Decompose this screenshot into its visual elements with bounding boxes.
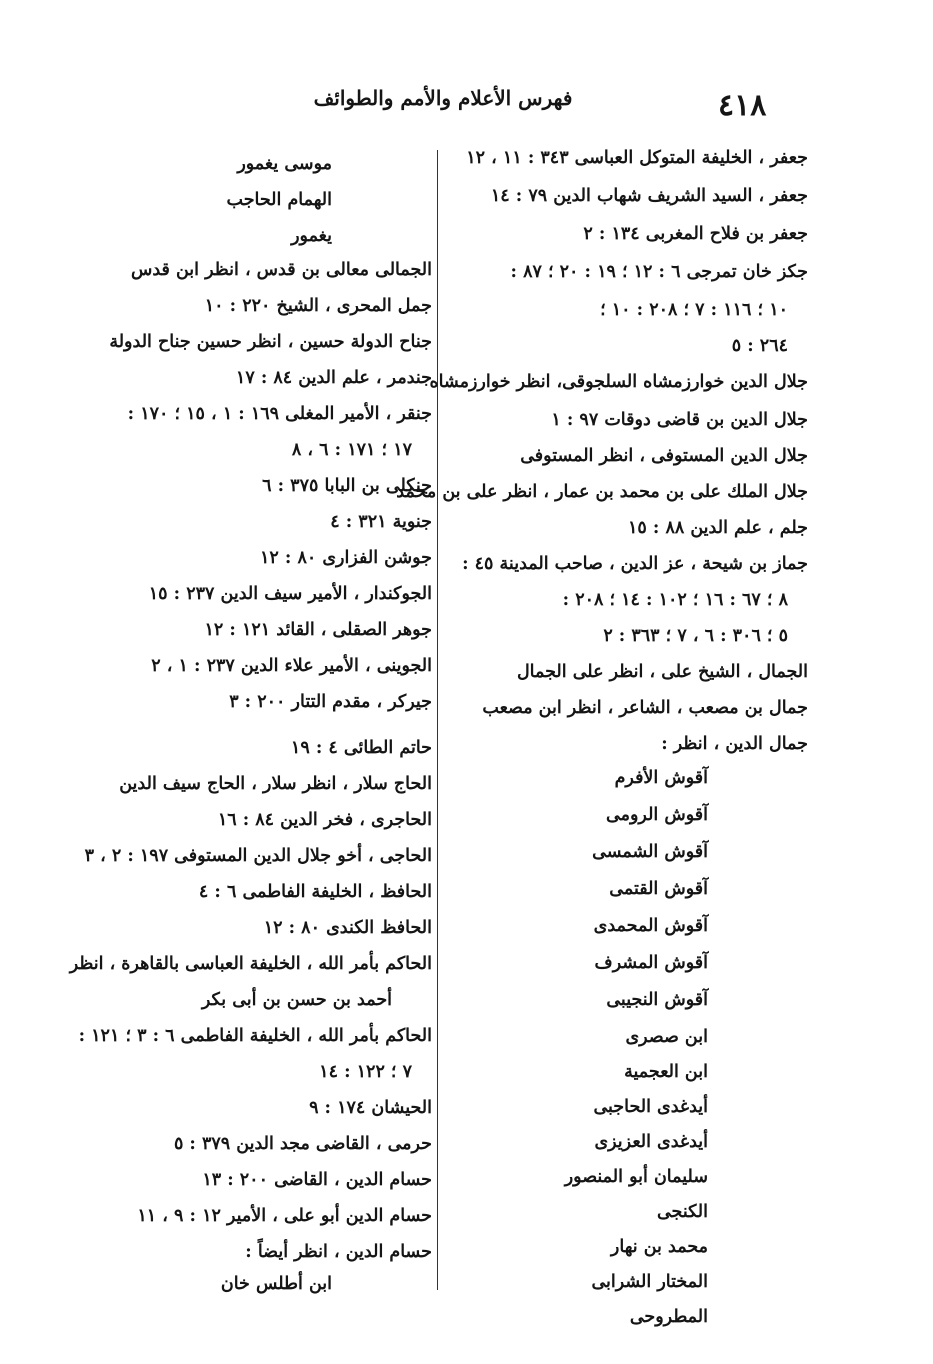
index-entry: ٥ ؛ ٣٠٦ : ٦ ، ٧ ؛ ٣٦٣ : ٢: [603, 626, 788, 646]
index-entry: جنقر ، الأمير المغلى ١٦٩ : ١ ، ١٥ ؛ ١٧٠ :: [127, 404, 432, 424]
index-entry: المطروحى: [629, 1307, 708, 1327]
index-entry: الجمال ، الشيخ على ، انظر على الجمال: [516, 662, 808, 682]
index-entry: جلال الدين المستوفى ، انظر المستوفى: [520, 446, 808, 466]
index-entry: جيركر ، مقدم التتار ٢٠٠ : ٣: [229, 692, 432, 712]
index-entry: سليمان أبو المنصور: [564, 1167, 708, 1187]
index-entry: الحاجرى ، فخر الدين ٨٤ : ١٦: [217, 810, 432, 830]
index-entry: المختار الشرابى: [591, 1272, 708, 1292]
index-entry: جمل المحرى ، الشيخ ٢٢٠ : ١٠: [204, 296, 432, 316]
index-entry: آقوش المحمدى: [593, 916, 708, 936]
index-entry: حرمى ، القاضى مجد الدين ٣٧٩ : ٥: [173, 1134, 432, 1154]
index-entry: ٧ ؛ ١٢٢ : ١٤: [319, 1062, 412, 1082]
index-entry: الكنجى: [656, 1202, 708, 1222]
index-entry: جناح الدولة حسين ، انظر حسين جناح الدولة: [109, 332, 432, 352]
index-entry: حسام الدين ، القاضى ٢٠٠ : ١٣: [202, 1170, 432, 1190]
index-entry: آقوش النجيبى: [606, 990, 708, 1010]
index-entry: ابن صصرى: [625, 1027, 708, 1047]
index-entry: حسام الدين أبو على ، الأمير ١٢ : ٩ ، ١١: [137, 1206, 432, 1226]
index-entry: ١٧ ؛ ١٧١ : ٦ ، ٨: [291, 440, 412, 460]
index-entry: ٢٦٤ : ٥: [731, 336, 788, 356]
index-entry: جكز خان تمرجى ٦ : ١٢ ؛ ١٩ : ٢٠ ؛ ٨٧ :: [510, 262, 808, 282]
index-entry: الحاكم بأمر الله ، الخليفة الفاطمى ٦ : ٣ ؛ ١٢١ :: [78, 1026, 432, 1046]
index-entry: الحافظ الكندى ٨٠ : ١٢: [263, 918, 432, 938]
index-entry: الحيشان ١٧٤ : ٩: [309, 1098, 432, 1118]
index-entry: جلال الدين بن قاضى دوقات ٩٧ : ١: [551, 410, 808, 430]
index-entry: جنكلى بن البابا ٣٧٥ : ٦: [262, 476, 432, 496]
index-entry: الحاكم بأمر الله ، الخليفة العباسى بالقاهرة ، انظر: [69, 954, 432, 974]
index-entry: جلال الدين خوارزمشاه السلجوقى، انظر خوارزمشاه: [429, 372, 808, 392]
index-entry: حاتم الطائى ٤ : ١٩: [290, 738, 432, 758]
column-divider: [437, 150, 438, 1290]
index-entry: جعفر ، السيد الشريف شهاب الدين ٧٩ : ١٤: [490, 186, 808, 206]
index-entry: جمال الدين ، انظر :: [661, 734, 808, 754]
index-entry: جلم ، علم الدين ٨٨ : ١٥: [627, 518, 808, 538]
index-entry: جماز بن شيحة ، عز الدين ، صاحب المدينة ٤٥ :: [462, 554, 808, 574]
index-entry: جلال الملك على بن محمد بن عمار ، انظر على بن محمد: [396, 482, 808, 502]
index-entry: حسام الدين ، انظر أيضاً :: [245, 1242, 432, 1262]
index-entry: ٨ ؛ ٦٧ : ١٦ ؛ ١٠٢ : ١٤ ؛ ٢٠٨ :: [562, 590, 788, 610]
index-entry: آقوش الأفرم: [614, 768, 708, 788]
index-entry: ابن أطلس خان: [220, 1274, 332, 1294]
index-entry: ١٠ ؛ ١١٦ : ٧ ؛ ٢٠٨ : ١٠ ؛: [600, 300, 788, 320]
index-entry: جوهر الصقلى ، القائد ١٢١ : ١٢: [204, 620, 432, 640]
index-entry: آقوش القتمى: [609, 879, 708, 899]
index-entry: أيدغدى الحاجبى: [593, 1097, 708, 1117]
index-entry: محمد بن نهار: [610, 1237, 708, 1257]
index-entry: الجوكندار ، الأمير سيف الدين ٢٣٧ : ١٥: [148, 584, 432, 604]
index-entry: الجوينى ، الأمير علاء الدين ٢٣٧ : ١ ، ٢: [151, 656, 432, 676]
index-entry: الحاجى ، أخو جلال الدين المستوفى ١٩٧ : ٢ ، ٣: [84, 846, 432, 866]
index-entry: جوشن الفزارى ٨٠ : ١٢: [259, 548, 432, 568]
index-entry: جعفر بن فلاح المغربى ١٣٤ : ٢: [583, 224, 808, 244]
index-entry: آقوش الرومى: [606, 805, 708, 825]
index-entry: أيدغدى العزيزى: [594, 1132, 708, 1152]
page-number: ٤١٨: [718, 88, 767, 123]
index-entry: موسى يغمور: [237, 154, 332, 174]
index-entry: الحاج سلار ، انظر سلار ، الحاج سيف الدين: [119, 774, 432, 794]
index-entry: الجمالى معالى بن قدس ، انظر ابن قدس: [130, 260, 432, 280]
index-entry: جعفر ، الخليفة المتوكل العباسى ٣٤٣ : ١١ ، ١٢: [466, 148, 808, 168]
index-entry: الهمام الحاجب: [226, 190, 332, 210]
index-entry: آقوش المشرف: [594, 953, 708, 973]
index-entry: جمال بن مصعب ، الشاعر ، انظر ابن مصعب: [482, 698, 808, 718]
index-entry: آقوش الشمسى: [592, 842, 708, 862]
page-header: فهرس الأعلام والأمم والطوائف: [313, 86, 573, 110]
index-entry: الحافظ ، الخليفة الفاطمى ٦ : ٤: [198, 882, 432, 902]
index-entry: يغمور: [291, 226, 332, 246]
index-entry: جندمر ، علم الدين ٨٤ : ١٧: [235, 368, 432, 388]
index-entry: جنوية ٣٢١ : ٤: [330, 512, 432, 532]
index-entry: أحمد بن حسن بن أبى بكر: [201, 990, 392, 1010]
index-entry: ابن العجمية: [624, 1062, 708, 1082]
